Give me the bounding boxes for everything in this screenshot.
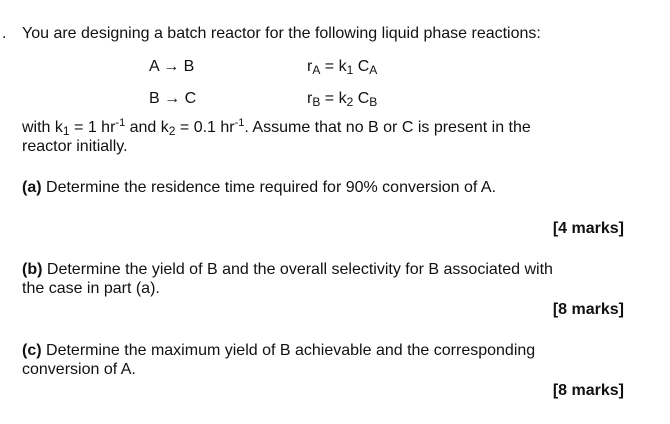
part-b-text-1: Determine the yield of B and the overall selectivity for B associated with (46, 261, 553, 278)
part-b-label: (b) (22, 261, 43, 278)
part-b (22, 260, 553, 280)
part-a-marks: [4 marks] (552, 220, 624, 237)
part-c-text-2: conversion of A. (22, 361, 136, 378)
part-a-text: Determine the residence time required for 90% conversion of A. (46, 179, 497, 196)
part-a (22, 178, 496, 198)
part-b-marks: [8 marks] (552, 301, 624, 318)
part-c-marks: [8 marks] (552, 382, 624, 399)
part-c-text-1: Determine the maximum yield of B achievable and the corresponding (46, 342, 536, 359)
intro-text: You are designing a batch reactor for the following liquid phase reactions: (22, 25, 541, 42)
part-a-label: (a) (22, 179, 42, 196)
part-c (22, 341, 535, 361)
reaction-1-equation: A → B (149, 58, 195, 75)
reaction-2-equation: B → C (149, 90, 197, 107)
reaction-1-rate: rA = k1 CA (307, 58, 378, 77)
given-line-2: reactor initially. (22, 138, 128, 155)
part-c-label: (c) (22, 342, 42, 359)
part-b-text-2: the case in part (a). (22, 280, 160, 297)
reaction-2-rate: rB = k2 CB (307, 90, 378, 109)
question-bullet: . (2, 25, 7, 42)
given-line-1: with k1 = 1 $hr^{-1}$ and k2 = 0.1 $hr^{-1}$. Assume that no B or C is present in the (22, 117, 531, 138)
